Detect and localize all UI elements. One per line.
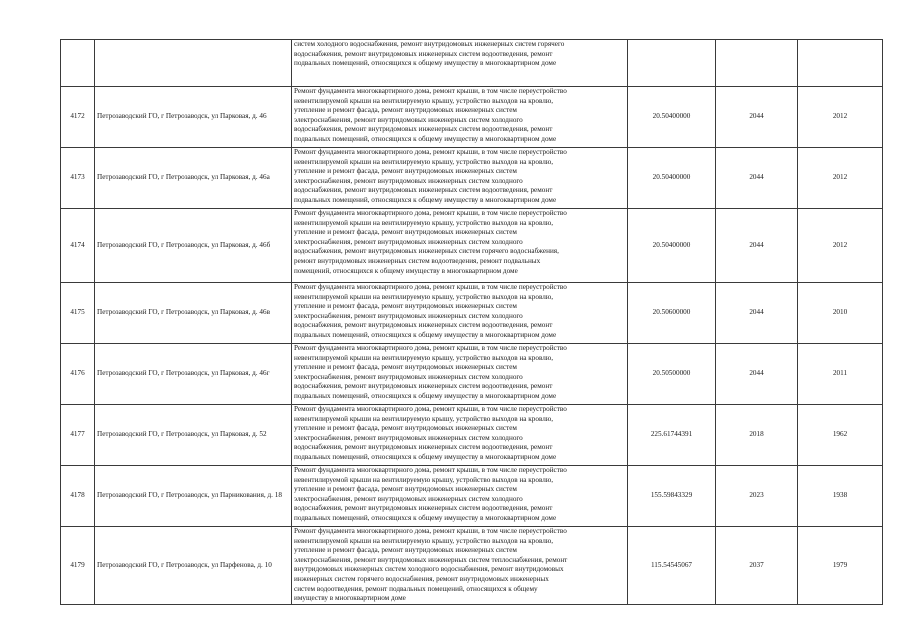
works-line: Ремонт фундамента многоквартирного дома, ремонт крыши, в том числе переустройство xyxy=(294,148,567,156)
works-line: невентилируемой крыши на вентилируемую крышу, устройство выходов на кровлю, xyxy=(294,292,554,301)
works-line: водоснабжения, ремонт внутридомовых инженерных систем водоотведения, ремонт xyxy=(294,382,553,391)
works-line: ремонт внутридомовых инженерных систем водоотведения, ремонт подвальных xyxy=(294,256,541,265)
works-line: утепление и ремонт фасада, ремонт внутридомовых инженерных систем xyxy=(294,485,517,494)
row-number: 4173 xyxy=(61,148,95,209)
row-year-plan: 2037 xyxy=(716,527,798,605)
works-line: имуществу в многоквартирном доме xyxy=(294,594,406,603)
row-year-built: 1938 xyxy=(798,466,883,527)
row-year-built: 1962 xyxy=(798,405,883,466)
row-works xyxy=(292,466,628,527)
row-number: 4176 xyxy=(61,344,95,405)
row-works xyxy=(292,405,628,466)
works-line: электроснабжения, ремонт внутридомовых инженерных систем холодного xyxy=(294,433,523,442)
works-line: водоснабжения, ремонт внутридомовых инженерных систем водоотведения, ремонт xyxy=(294,504,553,513)
row-year-built: 2010 xyxy=(798,283,883,344)
row-works xyxy=(292,148,628,209)
row-works xyxy=(292,344,628,405)
row-address: Петрозаводский ГО, г Петрозаводск, ул Парковая, д. 46 xyxy=(95,87,292,148)
works-line: электроснабжения, ремонт внутридомовых инженерных систем холодного xyxy=(294,115,523,124)
works-line: невентилируемой крыши на вентилируемую крышу, устройство выходов на кровлю, xyxy=(294,475,554,484)
row-number: 4177 xyxy=(61,405,95,466)
works-line: электроснабжения, ремонт внутридомовых инженерных систем холодного xyxy=(294,237,523,246)
works-line: Ремонт фундамента многоквартирного дома, ремонт крыши, в том числе переустройство xyxy=(294,87,567,95)
works-line: инженерных систем горячего водоснабжения, ремонт внутридомовых инженерных xyxy=(294,574,549,583)
works-line: Ремонт фундамента многоквартирного дома, ремонт крыши, в том числе переустройство xyxy=(294,283,567,291)
works-line: утепление и ремонт фасада, ремонт внутридомовых инженерных систем xyxy=(294,106,517,115)
works-line: Ремонт фундамента многоквартирного дома, ремонт крыши, в том числе переустройство xyxy=(294,209,567,217)
row-works xyxy=(292,87,628,148)
row-value: 20.50500000 xyxy=(628,344,716,405)
row-year-plan: 2044 xyxy=(716,283,798,344)
row-works xyxy=(292,527,628,605)
table-row xyxy=(61,283,883,344)
row-value: 115.54545067 xyxy=(628,527,716,605)
works-line: утепление и ремонт фасада, ремонт внутридомовых инженерных систем xyxy=(294,363,517,372)
row-address: Петрозаводский ГО, г Петрозаводск, ул Парфенова, д. 10 xyxy=(95,527,292,605)
works-line: утепление и ремонт фасада, ремонт внутридомовых инженерных систем xyxy=(294,228,517,237)
works-line: внутридомовых инженерных систем холодного водоснабжения, ремонт внутридомовых xyxy=(294,565,564,574)
row-address: Петрозаводский ГО, г Петрозаводск, ул Парковая, д. 46б xyxy=(95,209,292,283)
works-line: Ремонт фундамента многоквартирного дома, ремонт крыши, в том числе переустройство xyxy=(294,466,567,474)
works-line: водоснабжения, ремонт внутридомовых инженерных систем водоотведения, ремонт xyxy=(294,186,553,195)
table-row-continued xyxy=(61,40,883,87)
works-line: водоснабжения, ремонт внутридомовых инженерных систем водоотведения, ремонт xyxy=(294,49,553,58)
row-address: Петрозаводский ГО, г Петрозаводск, ул Парковая, д. 46в xyxy=(95,283,292,344)
row-number: 4175 xyxy=(61,283,95,344)
row-number: 4174 xyxy=(61,209,95,283)
row-year-built: 2012 xyxy=(798,87,883,148)
row-year-built: 2012 xyxy=(798,209,883,283)
row-value: 20.50600000 xyxy=(628,283,716,344)
works-line: подвальных помещений, относящихся к общему имуществу в многоквартирном доме xyxy=(294,452,557,461)
row-year-built: 1979 xyxy=(798,527,883,605)
works-line: утепление и ремонт фасада, ремонт внутридомовых инженерных систем xyxy=(294,424,517,433)
row-number: 4178 xyxy=(61,466,95,527)
row-number: 4179 xyxy=(61,527,95,605)
repair-schedule-table xyxy=(60,39,883,605)
row-year-plan: 2044 xyxy=(716,344,798,405)
works-line: электроснабжения, ремонт внутридомовых инженерных систем холодного xyxy=(294,311,523,320)
row-value: 20.50400000 xyxy=(628,148,716,209)
row-year-built: 2011 xyxy=(798,344,883,405)
row-address xyxy=(95,40,292,87)
works-line: водоснабжения, ремонт внутридомовых инженерных систем водоотведения, ремонт xyxy=(294,443,553,452)
table-row xyxy=(61,209,883,283)
works-line: водоснабжения, ремонт внутридомовых инженерных систем горячего водоснабжения, xyxy=(294,247,559,256)
row-year-plan xyxy=(716,40,798,87)
works-line: невентилируемой крыши на вентилируемую крышу, устройство выходов на кровлю, xyxy=(294,157,554,166)
row-number xyxy=(61,40,95,87)
works-line: водоснабжения, ремонт внутридомовых инженерных систем водоотведения, ремонт xyxy=(294,125,553,134)
row-year-plan: 2023 xyxy=(716,466,798,527)
table-row xyxy=(61,527,883,605)
works-line: подвальных помещений, относящихся к общему имуществу в многоквартирном доме xyxy=(294,391,557,400)
works-line: подвальных помещений, относящихся к общему имуществу в многоквартирном доме xyxy=(294,59,557,68)
table-body xyxy=(61,40,883,605)
table-row xyxy=(61,344,883,405)
works-line: невентилируемой крыши на вентилируемую крышу, устройство выходов на кровлю, xyxy=(294,353,554,362)
works-line: подвальных помещений, относящихся к общему имуществу в многоквартирном доме xyxy=(294,195,557,204)
works-line: электроснабжения, ремонт внутридомовых инженерных систем холодного xyxy=(294,372,523,381)
works-line: подвальных помещений, относящихся к общему имуществу в многоквартирном доме xyxy=(294,134,557,143)
row-address: Петрозаводский ГО, г Петрозаводск, ул Парникования, д. 18 xyxy=(95,466,292,527)
row-value xyxy=(628,40,716,87)
row-works xyxy=(292,283,628,344)
works-line: невентилируемой крыши на вентилируемую крышу, устройство выходов на кровлю, xyxy=(294,536,554,545)
works-line: помещений, относящихся к общему имуществу в многоквартирном доме xyxy=(294,266,518,275)
table-row xyxy=(61,148,883,209)
table-row xyxy=(61,87,883,148)
works-line: утепление и ремонт фасада, ремонт внутридомовых инженерных систем xyxy=(294,167,517,176)
row-address: Петрозаводский ГО, г Петрозаводск, ул Парковая, д. 46а xyxy=(95,148,292,209)
row-year-plan: 2044 xyxy=(716,209,798,283)
table-row xyxy=(61,405,883,466)
row-value: 155.59843329 xyxy=(628,466,716,527)
works-line: подвальных помещений, относящихся к общему имуществу в многоквартирном доме xyxy=(294,330,557,339)
works-line: водоснабжения, ремонт внутридомовых инженерных систем водоотведения, ремонт xyxy=(294,321,553,330)
row-value: 20.50400000 xyxy=(628,209,716,283)
row-year-plan: 2044 xyxy=(716,87,798,148)
row-works xyxy=(292,209,628,283)
works-line: Ремонт фундамента многоквартирного дома, ремонт крыши, в том числе переустройство xyxy=(294,405,567,413)
row-address: Петрозаводский ГО, г Петрозаводск, ул Парковая, д. 46г xyxy=(95,344,292,405)
works-line: невентилируемой крыши на вентилируемую крышу, устройство выходов на кровлю, xyxy=(294,414,554,423)
row-year-built: 2012 xyxy=(798,148,883,209)
row-year-built xyxy=(798,40,883,87)
works-line: невентилируемой крыши на вентилируемую крышу, устройство выходов на кровлю, xyxy=(294,218,554,227)
works-line: систем водоотведения, ремонт подвальных помещений, относящихся к общему xyxy=(294,584,538,593)
works-line: электроснабжения, ремонт внутридомовых инженерных систем теплоснабжения, ремонт xyxy=(294,555,568,564)
works-line: электроснабжения, ремонт внутридомовых инженерных систем холодного xyxy=(294,494,523,503)
row-number: 4172 xyxy=(61,87,95,148)
works-line: утепление и ремонт фасада, ремонт внутридомовых инженерных систем xyxy=(294,302,517,311)
works-line: невентилируемой крыши на вентилируемую крышу, устройство выходов на кровлю, xyxy=(294,96,554,105)
row-year-plan: 2044 xyxy=(716,148,798,209)
row-year-plan: 2018 xyxy=(716,405,798,466)
works-line: Ремонт фундамента многоквартирного дома, ремонт крыши, в том числе переустройство xyxy=(294,344,567,352)
table-row xyxy=(61,466,883,527)
row-address: Петрозаводский ГО, г Петрозаводск, ул Парковая, д. 52 xyxy=(95,405,292,466)
row-value: 225.61744391 xyxy=(628,405,716,466)
works-line: систем холодного водоснабжения, ремонт внутридомовых инженерных систем горячего xyxy=(294,40,565,48)
works-line: утепление и ремонт фасада, ремонт внутридомовых инженерных систем xyxy=(294,546,517,555)
row-value: 20.50400000 xyxy=(628,87,716,148)
works-line: подвальных помещений, относящихся к общему имуществу в многоквартирном доме xyxy=(294,513,557,522)
row-works xyxy=(292,40,628,87)
works-line: электроснабжения, ремонт внутридомовых инженерных систем холодного xyxy=(294,176,523,185)
works-line: Ремонт фундамента многоквартирного дома, ремонт крыши, в том числе переустройство xyxy=(294,527,567,535)
